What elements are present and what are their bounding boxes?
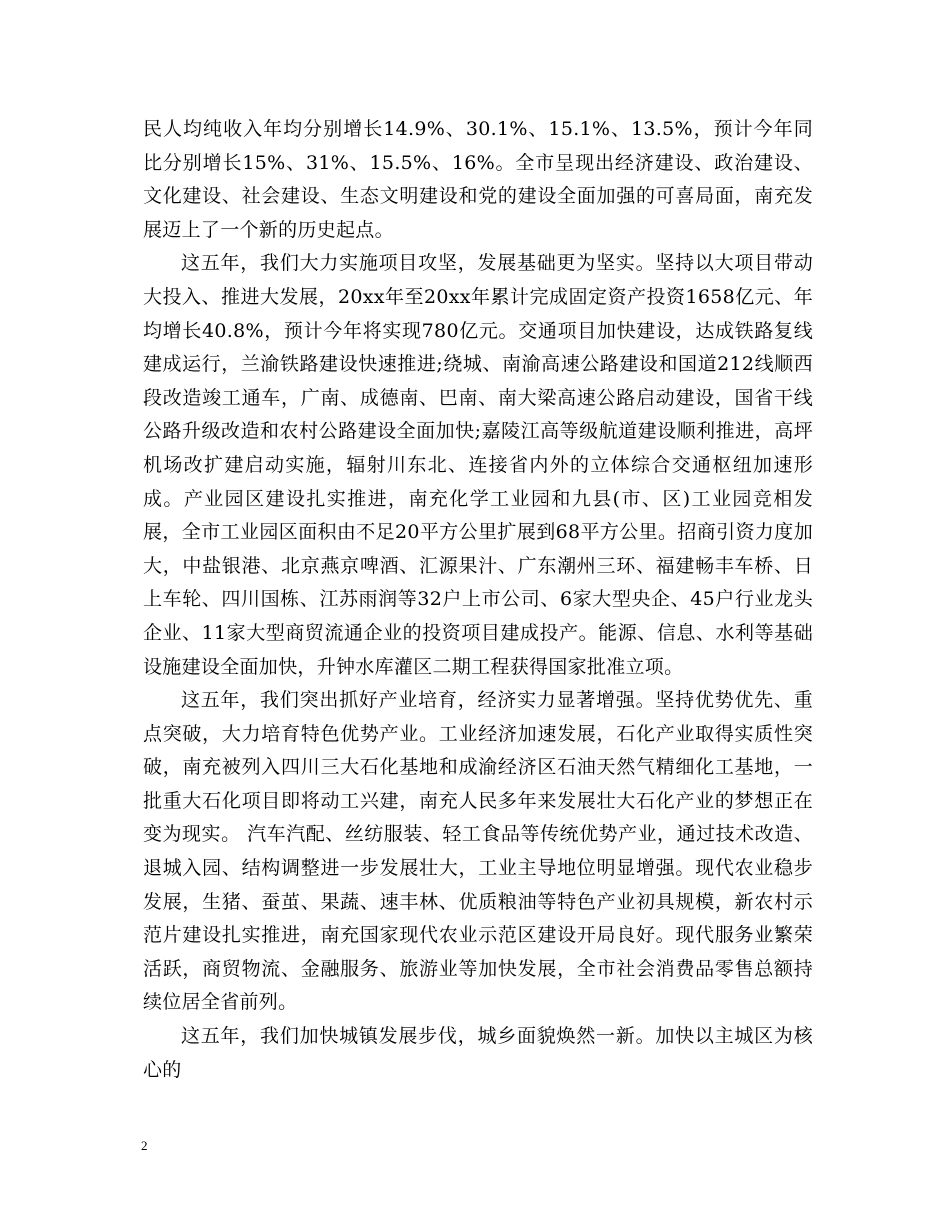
paragraph-4: 这五年，我们加快城镇发展步伐，城乡面貌焕然一新。加快以主城区为核心的 [143, 1025, 813, 1081]
paragraph-3: 这五年，我们突出抓好产业培育，经济实力显著增强。坚持优势优先、重点突破，大力培育特色优势产业。工业经济加速发展，石化产业取得实质性突破，南充被列入四川三大石化基地和成渝经济区石油天然气精细化工基地，一批重大石化项目即将动工兴建，南充人民多年来发展壮大石化产业的梦想正在变为现实。 汽车汽配、丝纺服装、轻工食品等传统优势产业，通过技术改造、退城入园、结构调整进一步发展壮大，工业主导地位明显增强。现代农业稳步发展，生猪、蚕茧、果蔬、速丰林、优质粮油等特色产业初具规模，新农村示范片建设扎实推进，南充国家现代农业示范区建设开局良好。现代服务业繁荣活跃，商贸物流、金融服务、旅游业等加快发展，全市社会消费品零售总额持续位居全省前列。 [143, 689, 813, 1014]
page-number: 2 [141, 1138, 148, 1153]
paragraph-2: 这五年，我们大力实施项目攻坚，发展基础更为坚实。坚持以大项目带动大投入、推进大发展，20xx年至20xx年累计完成固定资产投资1658亿元、年均增长40.8%，预计今年将实现780亿元。交通项目加快建设，达成铁路复线建成运行，兰渝铁路建设快速推进;绕城、南渝高速公路建设和国道212线顺西段改造竣工通车，广南、成德南、巴南、南大梁高速公路启动建设，国省干线公路升级改造和农村公路建设全面加快;嘉陵江高等级航道建设顺利推进，高坪机场改扩建启动实施，辐射川东北、连接省内外的立体综合交通枢纽加速形成。产业园区建设扎实推进，南充化学工业园和九县(市、区)工业园竞相发展，全市工业园区面积由不足20平方公里扩展到68平方公里。招商引资力度加大，中盐银港、北京燕京啤酒、汇源果汁、广东潮州三环、福建畅丰车桥、日上车轮、四川国栋、江苏雨润等32户上市公司、6家大型央企、45户行业龙头企业、11家大型商贸流通企业的投资项目建成投产。能源、信息、水利等基础设施建设全面加快，升钟水库灌区二期工程获得国家批准立项。 [143, 252, 813, 678]
body-text [143, 113, 813, 1087]
paragraph-1: 民人均纯收入年均分别增长14.9%、30.1%、15.1%、13.5%，预计今年同比分别增长15%、31%、15.5%、16%。全市呈现出经济建设、政治建设、文化建设、社会建设、生态文明建设和党的建设全面加强的可喜局面，南充发展迈上了一个新的历史起点。 [143, 118, 813, 241]
